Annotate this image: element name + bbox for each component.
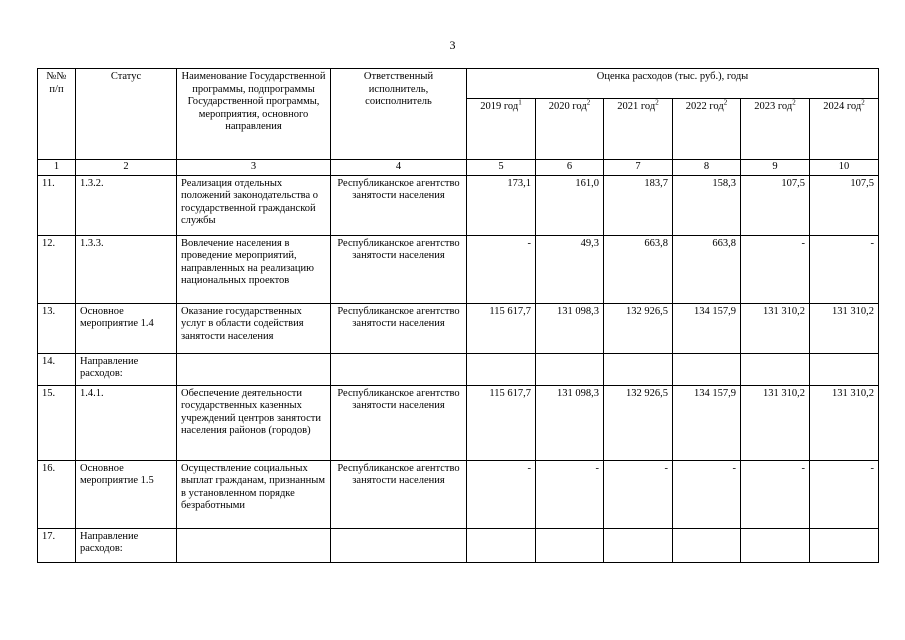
value-cell: 115 617,7 <box>467 385 536 460</box>
empty-cell <box>810 528 879 562</box>
year-header <box>536 99 604 160</box>
name-cell: Обеспечение деятельности государственных казенных учреждений центров занятости населения районов (городов) <box>177 385 331 460</box>
value-cell: - <box>810 460 879 528</box>
year-footnote-mark: 2 <box>586 98 591 107</box>
year-footnote-mark: 2 <box>655 98 659 107</box>
table-row <box>38 353 879 385</box>
empty-cell <box>673 353 741 385</box>
value-cell: 134 157,9 <box>673 303 741 353</box>
value-cell: 132 926,5 <box>604 303 673 353</box>
header-responsible: Ответственный исполнитель, соисполнитель <box>331 69 467 160</box>
value-cell: 663,8 <box>673 235 741 303</box>
column-number: 2 <box>76 160 177 176</box>
value-cell: - <box>673 460 741 528</box>
year-footnote-mark: 2 <box>792 98 796 107</box>
responsible-cell: Республиканское агентство занятости населения <box>331 385 467 460</box>
status-cell: 1.4.1. <box>76 385 177 460</box>
year-label: 2021 год <box>617 101 656 112</box>
value-cell: 173,1 <box>467 175 536 235</box>
status-cell: Основное мероприятие 1.5 <box>76 460 177 528</box>
empty-cell <box>177 353 331 385</box>
value-cell: 131 098,3 <box>536 385 604 460</box>
year-footnote-mark: 2 <box>861 98 865 107</box>
table-row <box>38 235 879 303</box>
row-number: 17. <box>38 528 76 562</box>
year-header <box>741 99 810 160</box>
header-name: Наименование Государственной программы, подпрограммы Государственной программы, мероприятия, основного направления <box>177 69 331 160</box>
column-number: 7 <box>604 160 673 176</box>
column-number: 8 <box>673 160 741 176</box>
value-cell: 663,8 <box>604 235 673 303</box>
value-cell: 107,5 <box>810 175 879 235</box>
value-cell: 161,0 <box>536 175 604 235</box>
value-cell: 134 157,9 <box>673 385 741 460</box>
value-cell: 115 617,7 <box>467 303 536 353</box>
responsible-cell: Республиканское агентство занятости населения <box>331 235 467 303</box>
empty-cell <box>604 353 673 385</box>
value-cell: - <box>536 460 604 528</box>
table-row <box>38 460 879 528</box>
name-cell: Осуществление социальных выплат гражданам, признанным в установленном порядке безработными <box>177 460 331 528</box>
value-cell: - <box>810 235 879 303</box>
direction-label: Направление расходов: <box>76 528 177 562</box>
year-footnote-mark: 2 <box>723 98 728 107</box>
name-cell: Оказание государственных услуг в области содействия занятости населения <box>177 303 331 353</box>
responsible-cell: Республиканское агентство занятости населения <box>331 460 467 528</box>
header-cost: Оценка расходов (тыс. руб.), годы <box>467 69 879 99</box>
year-header <box>604 99 673 160</box>
column-number: 6 <box>536 160 604 176</box>
year-label: 2019 год <box>480 101 519 112</box>
value-cell: 131 310,2 <box>741 385 810 460</box>
empty-cell <box>810 353 879 385</box>
column-number: 3 <box>177 160 331 176</box>
row-number: 11. <box>38 175 76 235</box>
value-cell: 131 310,2 <box>810 385 879 460</box>
table-row <box>38 528 879 562</box>
status-cell: Основное мероприятие 1.4 <box>76 303 177 353</box>
empty-cell <box>673 528 741 562</box>
value-cell: 131 310,2 <box>741 303 810 353</box>
expense-table <box>37 68 879 563</box>
empty-cell <box>467 353 536 385</box>
status-cell: 1.3.3. <box>76 235 177 303</box>
table-row <box>38 385 879 460</box>
header-num: №№ п/п <box>38 69 76 160</box>
year-header <box>467 99 536 160</box>
column-number: 10 <box>810 160 879 176</box>
column-number: 1 <box>38 160 76 176</box>
name-cell: Вовлечение населения в проведение мероприятий, направленных на реализацию национальных проектов <box>177 235 331 303</box>
empty-cell <box>741 353 810 385</box>
row-number: 14. <box>38 353 76 385</box>
year-label: 2020 год <box>548 101 587 112</box>
column-number: 9 <box>741 160 810 176</box>
value-cell: - <box>741 235 810 303</box>
year-footnote-mark: 1 <box>518 98 522 107</box>
direction-label: Направление расходов: <box>76 353 177 385</box>
year-label: 2024 год <box>823 101 862 112</box>
row-number: 13. <box>38 303 76 353</box>
row-number: 15. <box>38 385 76 460</box>
year-header <box>673 99 741 160</box>
value-cell: 132 926,5 <box>604 385 673 460</box>
empty-cell <box>331 353 467 385</box>
column-number: 5 <box>467 160 536 176</box>
responsible-cell: Республиканское агентство занятости населения <box>331 303 467 353</box>
empty-cell <box>467 528 536 562</box>
table-row <box>38 303 879 353</box>
empty-cell <box>536 528 604 562</box>
row-number: 16. <box>38 460 76 528</box>
value-cell: - <box>467 235 536 303</box>
page-number: 3 <box>449 38 456 52</box>
empty-cell <box>604 528 673 562</box>
column-number-row <box>38 160 879 176</box>
value-cell: - <box>467 460 536 528</box>
status-cell: 1.3.2. <box>76 175 177 235</box>
year-label: 2022 год <box>685 101 724 112</box>
value-cell: 158,3 <box>673 175 741 235</box>
value-cell: 107,5 <box>741 175 810 235</box>
value-cell: 183,7 <box>604 175 673 235</box>
column-number: 4 <box>331 160 467 176</box>
empty-cell <box>177 528 331 562</box>
empty-cell <box>741 528 810 562</box>
value-cell: 131 098,3 <box>536 303 604 353</box>
table-header <box>38 69 879 176</box>
value-cell: 131 310,2 <box>810 303 879 353</box>
table-body <box>38 175 879 562</box>
name-cell: Реализация отдельных положений законодательства о государственной гражданской службы <box>177 175 331 235</box>
year-header <box>810 99 879 160</box>
empty-cell <box>331 528 467 562</box>
empty-cell <box>536 353 604 385</box>
row-number: 12. <box>38 235 76 303</box>
year-label: 2023 год <box>754 101 793 112</box>
responsible-cell: Республиканское агентство занятости населения <box>331 175 467 235</box>
header-status: Статус <box>76 69 177 160</box>
value-cell: - <box>741 460 810 528</box>
value-cell: - <box>604 460 673 528</box>
value-cell: 49,3 <box>536 235 604 303</box>
table-row <box>38 175 879 235</box>
